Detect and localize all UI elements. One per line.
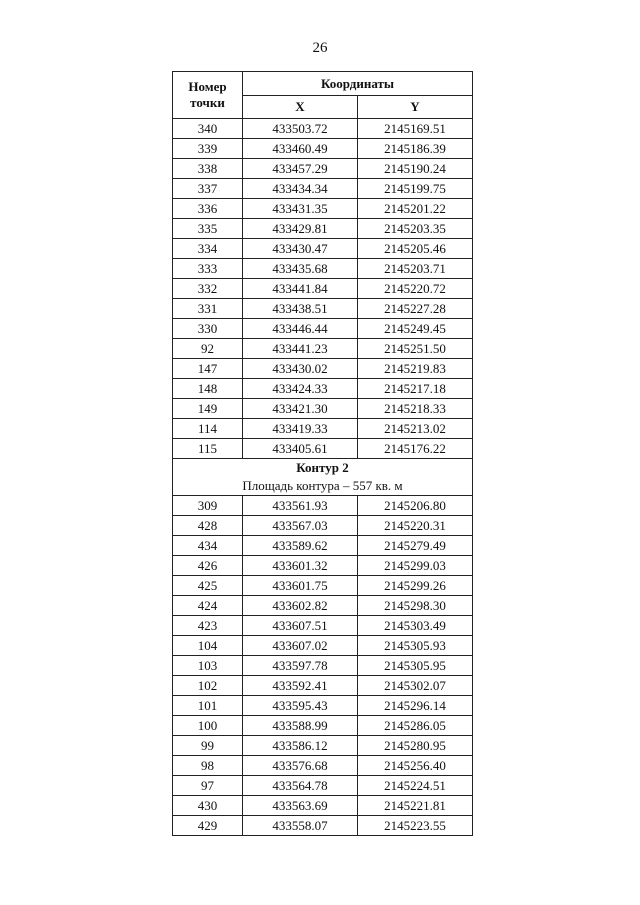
point-number-cell: 332 <box>173 279 243 299</box>
y-coordinate-cell: 2145213.02 <box>358 419 473 439</box>
point-number-cell: 102 <box>173 676 243 696</box>
y-coordinate-cell: 2145220.31 <box>358 516 473 536</box>
y-coordinate-cell: 2145219.83 <box>358 359 473 379</box>
point-number-cell: 99 <box>173 736 243 756</box>
x-coordinate-cell: 433419.33 <box>243 419 358 439</box>
table-row <box>173 696 473 716</box>
contour-cell <box>173 459 473 496</box>
table-row <box>173 299 473 319</box>
table-row <box>173 339 473 359</box>
x-coordinate-cell: 433457.29 <box>243 159 358 179</box>
x-coordinate-cell: 433589.62 <box>243 536 358 556</box>
y-coordinate-cell: 2145186.39 <box>358 139 473 159</box>
point-number-cell: 423 <box>173 616 243 636</box>
x-coordinate-cell: 433429.81 <box>243 219 358 239</box>
point-number-cell: 114 <box>173 419 243 439</box>
point-number-cell: 330 <box>173 319 243 339</box>
x-coordinate-cell: 433446.44 <box>243 319 358 339</box>
point-number-cell: 336 <box>173 199 243 219</box>
y-coordinate-cell: 2145203.35 <box>358 219 473 239</box>
page-number: 26 <box>312 40 328 56</box>
point-number-cell: 424 <box>173 596 243 616</box>
table-row <box>173 399 473 419</box>
x-coordinate-cell: 433576.68 <box>243 756 358 776</box>
y-coordinate-cell: 2145299.26 <box>358 576 473 596</box>
point-number-cell: 147 <box>173 359 243 379</box>
table-row <box>173 239 473 259</box>
x-coordinate-cell: 433405.61 <box>243 439 358 459</box>
x-coordinate-cell: 433563.69 <box>243 796 358 816</box>
x-coordinate-cell: 433431.35 <box>243 199 358 219</box>
point-number-cell: 92 <box>173 339 243 359</box>
y-coordinate-cell: 2145227.28 <box>358 299 473 319</box>
point-number-cell: 103 <box>173 656 243 676</box>
y-coordinate-cell: 2145279.49 <box>358 536 473 556</box>
x-coordinate-cell: 433430.47 <box>243 239 358 259</box>
x-coordinate-cell: 433435.68 <box>243 259 358 279</box>
x-coordinate-cell: 433460.49 <box>243 139 358 159</box>
y-coordinate-cell: 2145280.95 <box>358 736 473 756</box>
point-number-cell: 338 <box>173 159 243 179</box>
table-row <box>173 776 473 796</box>
y-coordinate-cell: 2145190.24 <box>358 159 473 179</box>
point-number-cell: 100 <box>173 716 243 736</box>
point-number-cell: 426 <box>173 556 243 576</box>
y-coordinate-cell: 2145305.95 <box>358 656 473 676</box>
x-coordinate-cell: 433595.43 <box>243 696 358 716</box>
y-coordinate-cell: 2145303.49 <box>358 616 473 636</box>
table-row <box>173 179 473 199</box>
point-number-cell: 333 <box>173 259 243 279</box>
y-coordinate-cell: 2145251.50 <box>358 339 473 359</box>
table-row <box>173 816 473 836</box>
table-row <box>173 419 473 439</box>
contour-section <box>173 459 473 496</box>
y-coordinate-cell: 2145221.81 <box>358 796 473 816</box>
y-coordinate-cell: 2145201.22 <box>358 199 473 219</box>
y-coordinate-cell: 2145220.72 <box>358 279 473 299</box>
x-coordinate-cell: 433434.34 <box>243 179 358 199</box>
y-coordinate-cell: 2145302.07 <box>358 676 473 696</box>
y-coordinate-cell: 2145249.45 <box>358 319 473 339</box>
table-row <box>173 756 473 776</box>
table-row <box>173 279 473 299</box>
table-row <box>173 139 473 159</box>
y-coordinate-cell: 2145286.05 <box>358 716 473 736</box>
table-row <box>173 439 473 459</box>
table-row <box>173 359 473 379</box>
point-number-cell: 148 <box>173 379 243 399</box>
y-coordinate-cell: 2145206.80 <box>358 496 473 516</box>
point-number-cell: 334 <box>173 239 243 259</box>
point-number-cell: 101 <box>173 696 243 716</box>
point-number-cell: 115 <box>173 439 243 459</box>
table-row <box>173 596 473 616</box>
table-row <box>173 119 473 139</box>
point-number-cell: 434 <box>173 536 243 556</box>
point-number-cell: 337 <box>173 179 243 199</box>
y-coordinate-cell: 2145203.71 <box>358 259 473 279</box>
table-row <box>173 556 473 576</box>
contour-title: Контур 2 <box>296 460 349 475</box>
y-coordinate-cell: 2145217.18 <box>358 379 473 399</box>
point-number-cell: 340 <box>173 119 243 139</box>
table-row <box>173 716 473 736</box>
x-coordinate-cell: 433588.99 <box>243 716 358 736</box>
y-coordinate-cell: 2145223.55 <box>358 816 473 836</box>
table-row <box>173 516 473 536</box>
x-coordinate-cell: 433601.75 <box>243 576 358 596</box>
coordinates-table <box>172 71 473 836</box>
table-row <box>173 259 473 279</box>
table-row <box>173 636 473 656</box>
y-coordinate-cell: 2145256.40 <box>358 756 473 776</box>
point-number-cell: 428 <box>173 516 243 536</box>
x-coordinate-cell: 433430.02 <box>243 359 358 379</box>
x-coordinate-cell: 433564.78 <box>243 776 358 796</box>
y-coordinate-cell: 2145199.75 <box>358 179 473 199</box>
table-row <box>173 219 473 239</box>
y-coordinate-cell: 2145305.93 <box>358 636 473 656</box>
point-number-cell: 425 <box>173 576 243 596</box>
table-row <box>173 576 473 596</box>
contour-row <box>173 459 473 496</box>
x-coordinate-cell: 433602.82 <box>243 596 358 616</box>
x-coordinate-cell: 433592.41 <box>243 676 358 696</box>
header-y: Y <box>358 96 473 119</box>
point-number-cell: 429 <box>173 816 243 836</box>
x-coordinate-cell: 433441.84 <box>243 279 358 299</box>
rows-before-contour <box>173 119 473 459</box>
table-row <box>173 616 473 636</box>
contour-area: Площадь контура – 557 кв. м <box>242 478 403 493</box>
y-coordinate-cell: 2145296.14 <box>358 696 473 716</box>
y-coordinate-cell: 2145299.03 <box>358 556 473 576</box>
y-coordinate-cell: 2145224.51 <box>358 776 473 796</box>
x-coordinate-cell: 433503.72 <box>243 119 358 139</box>
point-number-cell: 335 <box>173 219 243 239</box>
header-point-number-line1: Номер <box>188 79 227 94</box>
x-coordinate-cell: 433607.02 <box>243 636 358 656</box>
table-row <box>173 319 473 339</box>
x-coordinate-cell: 433558.07 <box>243 816 358 836</box>
y-coordinate-cell: 2145218.33 <box>358 399 473 419</box>
x-coordinate-cell: 433597.78 <box>243 656 358 676</box>
table-row <box>173 199 473 219</box>
x-coordinate-cell: 433424.33 <box>243 379 358 399</box>
x-coordinate-cell: 433561.93 <box>243 496 358 516</box>
table-row <box>173 676 473 696</box>
x-coordinate-cell: 433421.30 <box>243 399 358 419</box>
x-coordinate-cell: 433586.12 <box>243 736 358 756</box>
header-x: X <box>243 96 358 119</box>
point-number-cell: 98 <box>173 756 243 776</box>
x-coordinate-cell: 433438.51 <box>243 299 358 319</box>
header-coordinates: Координаты <box>243 72 473 96</box>
rows-after-contour <box>173 496 473 836</box>
point-number-cell: 331 <box>173 299 243 319</box>
header-point-number <box>173 72 243 119</box>
header-point-number-line2: точки <box>190 95 225 110</box>
table-row <box>173 496 473 516</box>
x-coordinate-cell: 433567.03 <box>243 516 358 536</box>
y-coordinate-cell: 2145298.30 <box>358 596 473 616</box>
table-row <box>173 656 473 676</box>
point-number-cell: 339 <box>173 139 243 159</box>
table-row <box>173 736 473 756</box>
x-coordinate-cell: 433601.32 <box>243 556 358 576</box>
table-row <box>173 159 473 179</box>
y-coordinate-cell: 2145169.51 <box>358 119 473 139</box>
y-coordinate-cell: 2145205.46 <box>358 239 473 259</box>
table-row <box>173 796 473 816</box>
point-number-cell: 149 <box>173 399 243 419</box>
point-number-cell: 309 <box>173 496 243 516</box>
point-number-cell: 104 <box>173 636 243 656</box>
point-number-cell: 97 <box>173 776 243 796</box>
x-coordinate-cell: 433441.23 <box>243 339 358 359</box>
x-coordinate-cell: 433607.51 <box>243 616 358 636</box>
point-number-cell: 430 <box>173 796 243 816</box>
y-coordinate-cell: 2145176.22 <box>358 439 473 459</box>
table-row <box>173 379 473 399</box>
table-row <box>173 536 473 556</box>
